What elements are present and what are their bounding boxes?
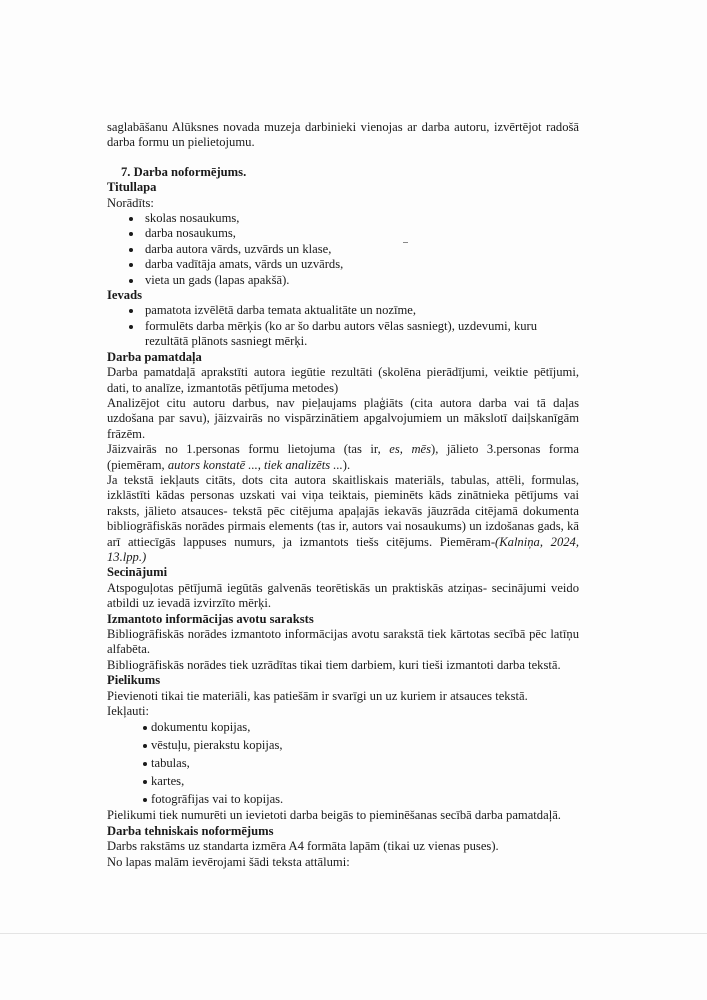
list-item: skolas nosaukums,	[107, 211, 579, 226]
page-content	[107, 120, 579, 870]
p4-example-citation: (Kalniņa, 2024, 13.lpp.)	[107, 534, 579, 564]
list-item: pamatota izvēlētā darba temata aktualitāte un nozīme,	[107, 303, 579, 318]
ievads-heading: Ievads	[107, 288, 142, 303]
list-item: fotogrāfijas vai to kopijas.	[107, 791, 579, 809]
list-item: vēstuļu, pierakstu kopijas,	[107, 737, 579, 755]
titullapa-list	[107, 211, 579, 288]
pamatdala-heading: Darba pamatdaļa	[107, 349, 202, 364]
section-7-heading: 7. Darba noformējums.	[121, 164, 247, 179]
list-item: darba vadītāja amats, vārds un uzvārds,	[107, 257, 579, 272]
avoti-heading: Izmantoto informācijas avotu saraksts	[107, 611, 314, 626]
list-item: darba nosaukums,	[107, 226, 579, 241]
list-item: tabulas,	[107, 755, 579, 773]
secinajumi-heading: Secinājumi	[107, 565, 168, 580]
avoti-p1: Bibliogrāfiskās norādes izmantoto informācijas avotu sarakstā tiek kārtotas secībā pēc latīņu alfabēta.	[107, 627, 579, 657]
scan-edge-line	[0, 933, 707, 934]
p3-text-e: ).	[342, 457, 351, 472]
pielikums-list	[107, 719, 579, 808]
avoti-p2: Bibliogrāfiskās norādes tiek uzrādītas tikai tiem darbiem, kuri tieši izmantoti darba tekstā.	[107, 657, 561, 672]
p3-text-a: Jāizvairās no 1.personas formu lietojuma (tas ir,	[107, 442, 390, 457]
titullapa-heading: Titullapa	[107, 180, 157, 195]
list-item: kartes,	[107, 773, 579, 791]
p4-example-label: Piemēram-	[439, 534, 496, 549]
intro-paragraph: saglabāšanu Alūksnes novada muzeja darbinieki vienojas ar darba autoru, izvērtējot radošā darba formu un pielietojumu.	[107, 120, 579, 150]
pamatdala-p4	[107, 473, 579, 565]
tehniskais-p2: No lapas malām ievērojami šādi teksta attālumi:	[107, 854, 350, 869]
tehniskais-p1: Darbs rakstāms uz standarta izmēra A4 formāta lapām (tikai uz vienas puses).	[107, 839, 499, 854]
p3-italic-d: autors konstatē ..., tiek analizēts ...	[167, 457, 343, 472]
pielikums-p2: Pielikumi tiek numurēti un ievietoti darba beigās to pieminēšanas secībā darba pamatdaļā.	[107, 808, 561, 823]
list-item: formulēts darba mērķis (ko ar šo darbu autors vēlas sasniegt), uzdevumi, kuru rezultātā plānots sasniegt mērķi.	[107, 319, 579, 350]
list-item: dokumentu kopijas,	[107, 719, 579, 737]
list-item: darba autora vārds, uzvārds un klase,	[107, 242, 579, 257]
ievads-list	[107, 303, 579, 349]
p3-italic-b: es, mēs	[389, 442, 432, 457]
pamatdala-p3	[107, 442, 579, 473]
p4-text: Ja tekstā iekļauts citāts, dots cita autora skaitliskais materiāls, tabulas, attēli, formulas, izklāstīti kādas personas uzskati vai viņa teiktais, pieminēts kāds zinātnieka pētījums vai raksts, jālieto atsauces- tekstā pēc citējuma apaļajās iekavās jāuzrāda citējamā dokumenta bibliogrāfiskās norādes pirmais elements (tas ir, autors vai nosaukums) un izdošanas gads, kā arī attiecīgās lappuses numurs, ja izmantots tiešs citējums.	[107, 472, 579, 549]
pamatdala-p1: Darba pamatdaļā aprakstīti autora iegūtie rezultāti (skolēna pierādījumi, veiktie pētījumi, dati, to analīze, izmantotās pētījuma metodes)	[107, 365, 579, 395]
pielikums-p1: Pievienoti tikai tie materiāli, kas patiešām ir svarīgi un uz kuriem ir atsauces tekstā.	[107, 688, 528, 703]
titullapa-lead: Norādīts:	[107, 195, 154, 210]
list-item: vieta un gads (lapas apakšā).	[107, 273, 579, 288]
p3-text-c: ), jālieto 3.personas forma (piemēram,	[107, 442, 579, 472]
tehniskais-heading: Darba tehniskais noformējums	[107, 823, 274, 838]
secinajumi-text: Atspoguļotas pētījumā iegūtās galvenās teorētiskās un praktiskās atziņas- secinājumi veido atbildi uz ievadā izvirzīto mērķi.	[107, 580, 579, 611]
pamatdala-p2: Analizējot citu autoru darbus, nav pieļaujams plaģiāts (cita autora darba vai tā daļas uzdošana par savu), jāizvairās no vispārzinātiem apgalvojumiem un mākslotī daiļskanīgām frāzēm.	[107, 395, 579, 441]
pielikums-heading: Pielikums	[107, 673, 161, 688]
pielikums-lead: Iekļauti:	[107, 704, 149, 719]
